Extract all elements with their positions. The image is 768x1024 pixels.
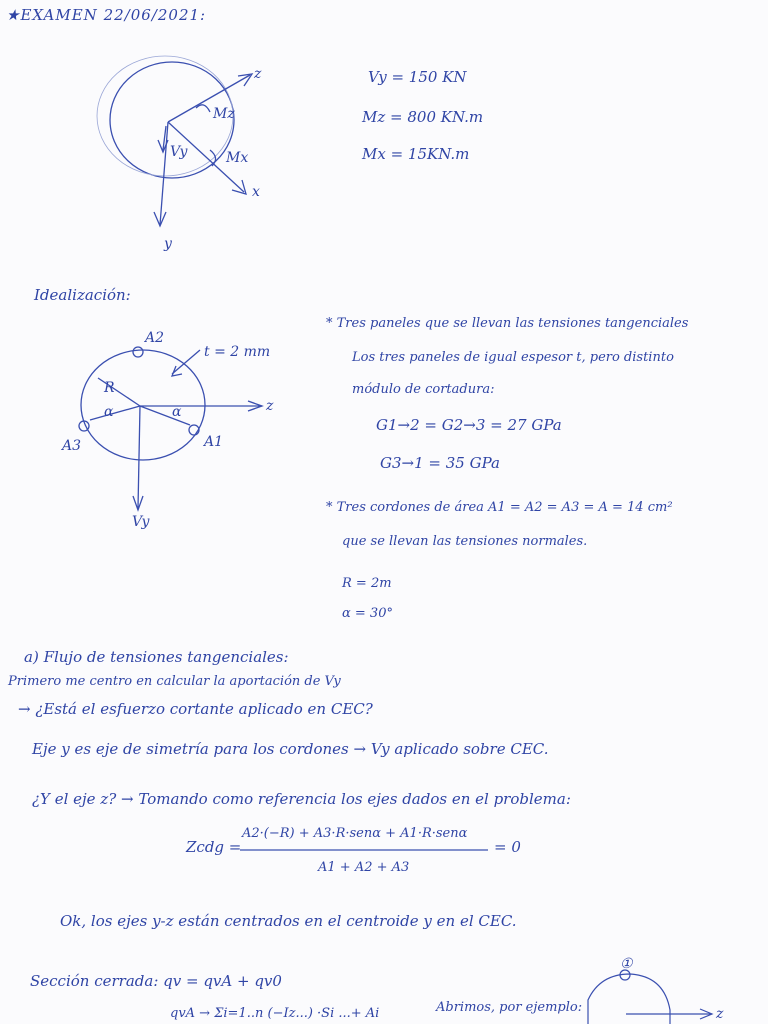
small-diagram (588, 970, 712, 1024)
part-a-line-2: → ¿Está el esfuerzo cortante aplicado en CEC? (18, 700, 373, 718)
equation-denominator: A1 + A2 + A3 (318, 860, 410, 875)
load-vy: Vy = 150 KN (368, 68, 467, 86)
idealized-section-diagram (79, 347, 262, 510)
part-a-line-1: Primero me centro en calcular la aportación de Vy (8, 674, 341, 689)
angle-line-right (140, 406, 190, 425)
side-note: Abrimos, por ejemplo: (436, 1000, 583, 1015)
note-panels-2: Los tres paneles de igual espesor t, pero distinto (352, 350, 674, 365)
radius-label: R (104, 380, 115, 396)
z-label-top: z (254, 66, 262, 82)
small-node-label: ① (620, 956, 633, 972)
a3-label: A3 (62, 438, 82, 454)
alpha-label-left: α (104, 404, 114, 420)
note-stringers: * Tres cordones de área A1 = A2 = A3 = A = 14 cm² (326, 500, 673, 515)
section-diagram-top (97, 56, 252, 226)
small-open-section (588, 974, 670, 1024)
load-mx: Mx = 15KN.m (362, 145, 470, 163)
mx-label: Mx (226, 150, 249, 166)
y-axis-line-2 (138, 406, 140, 508)
part-a-line-6: Sección cerrada: qv = qvA + qv0 (30, 972, 282, 990)
part-a-line-7: qvA → Σi=1..n (−Iz...) ·Si ...+ Ai (170, 1006, 380, 1021)
idealized-circle (81, 350, 205, 460)
note-g2: G3→1 = 35 GPa (380, 454, 500, 472)
part-a-title: a) Flujo de tensiones tangenciales: (24, 648, 289, 666)
a2-label: A2 (145, 330, 165, 346)
vy-label-top: Vy (170, 144, 188, 160)
y-label-top: y (164, 236, 172, 252)
part-a-line-5: Ok, los ejes y-z están centrados en el centroide y en el CEC. (60, 912, 517, 930)
thickness-line (172, 350, 200, 374)
note-panels-3: módulo de cortadura: (352, 382, 495, 397)
page-title: ★EXAMEN 22/06/2021: (6, 6, 207, 24)
a1-label: A1 (204, 434, 224, 450)
part-a-line-3: Eje y es eje de simetría para los cordones → Vy aplicado sobre CEC. (32, 740, 549, 758)
section-title: Idealización: (34, 286, 131, 304)
angle-line-left (90, 406, 140, 420)
note-r: R = 2m (342, 576, 392, 591)
z-axis-line (168, 75, 250, 122)
alpha-label-right: α (172, 404, 182, 420)
load-mz: Mz = 800 KN.m (362, 108, 484, 126)
mz-arc (196, 105, 210, 112)
note-stringers-2: que se llevan las tensiones normales. (342, 534, 588, 549)
thickness-label: t = 2 mm (204, 344, 271, 360)
stringer-a2 (133, 347, 143, 357)
part-a-line-4: ¿Y el eje z? → Tomando como referencia los ejes dados en el problema: (32, 790, 571, 808)
note-panels: * Tres paneles que se llevan las tensiones tangenciales (326, 316, 689, 331)
vy-label-2: Vy (132, 514, 150, 530)
stringer-a1 (189, 425, 199, 435)
z-label-2: z (266, 398, 274, 414)
equation-numerator: A2·(−R) + A3·R·senα + A1·R·senα (242, 826, 468, 841)
equation-rhs: = 0 (494, 838, 521, 856)
note-g1: G1→2 = G2→3 = 27 GPa (376, 416, 562, 434)
mz-label: Mz (213, 106, 235, 122)
x-label: x (252, 184, 260, 200)
small-z-label: z (716, 1006, 724, 1022)
note-alpha: α = 30° (342, 606, 393, 621)
equation-lhs: Zcdg = (186, 838, 242, 856)
